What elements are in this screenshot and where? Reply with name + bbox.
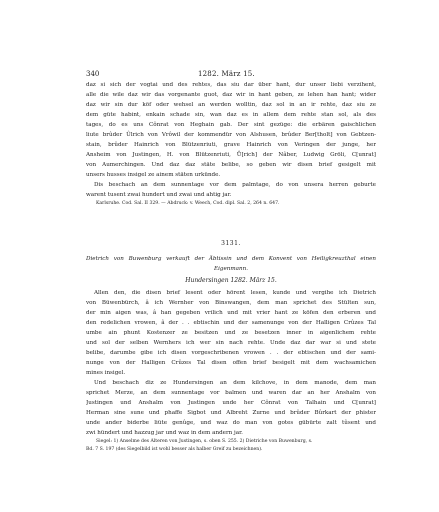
text-line: Herman sine sune und phaffe Sigbot und Albreht Zurne und brûder Bûrkart der phister — [86, 410, 376, 416]
text-line: und sol der selben Wernhers ich wer sin nach rehte. Unde daz dar war si und stete — [86, 340, 376, 346]
text-line: sprichet Merze, an dem sunnentage vor balmen und waren dar an her Anshalm von — [86, 390, 376, 396]
text-line: umbe ain phunt Kostenzer ze besitzen und ze besetzen inner in aigenlichem rehte — [86, 330, 376, 336]
seal-footnote: Bd. 7 S. 197 (des Siegelbild ist wohl besser als halber Greif zu bezeichnen). — [86, 447, 263, 453]
text-line: alle die wile daz wir das vorgenante guot, daz wir in hant geben, ze lehen han hant; wider — [86, 92, 376, 98]
text-line: liute brûder Ûlrich von Vrôwil der kommendür von Alshusen, brûder Ber[tholt] von Gebtzen- — [86, 132, 376, 138]
text-line: unde ander biderbe liüte genûge, und waz do man von gotes gübürte zalt tûsent und — [86, 420, 376, 426]
text-line: Allen den, die disen brief lesent oder hörent lesen, kunde und vergihe ich Dietrich — [94, 290, 376, 296]
text-line: nunge von der Halligen Crûzes Tal disen offen brief besigelt mit dem wachsamichen — [86, 360, 376, 366]
text-line: Justingen und Anshalm von Justingen unde her Cônrat von Talhain und C[unrat] — [86, 400, 376, 406]
header-year-date: 1282. März 15. — [198, 70, 255, 78]
text-line: dem güte habint, enkain schade sin, wan daz es in allem dem rehte stan sol, als des — [86, 112, 376, 118]
text-line: stain, brûder Hainrich von Blützenriuti, grave Hainrich von Veringen der junge, her — [86, 142, 376, 148]
text-line: von Aumerchingen. Und daz daz stäte belibe, so geben wir disen brief gesigelt mit — [86, 162, 376, 168]
text-line: den redelichen vrowen, â der . . ebtischin und der samenunge von der Halligen Crûzes Tal — [86, 320, 376, 326]
source-footnote: Karlsruhe. Cod. Sal. II 329. — Abdruck: v. Weech, Cod. dipl. Sal. 2, 264 n. 647. — [96, 201, 280, 206]
document-number: 3131. — [221, 240, 241, 247]
text-line: von Büwenbürch, â ich Wernher von Binswangen, dem man sprichet des Stülten sun, — [86, 300, 376, 306]
text-line: unsers husses insigel ze ainem stäten urkünde. — [86, 172, 221, 178]
place-date-line: Hundersingen 1282. März 15. — [185, 277, 277, 284]
text-line: Ansheim von Justingen, H. von Blützenriuti, Ů[rich] der Nâber, Ludwig Gröli, C[unrat] — [86, 152, 376, 158]
text-line: der min aigen was, â han gegeben vrilich und mit vrier hant ze köfen den erberen und — [86, 310, 376, 316]
seal-footnote: Siegel: 1) Anselme des Älteren von Justingen, s. oben S. 255. 2) Dietriche von Buwenburg, s. — [96, 439, 313, 444]
text-line: daz wir sin dur köf oder wehsel an werden wolltin, daz sol in an ir rehte, daz siu ze — [86, 102, 376, 108]
title-line: Eigenmann. — [214, 266, 248, 272]
text-line: Dis beschach an dem sunnentage vor dem palmtage, do von unsera herren geburte — [94, 182, 376, 188]
text-line: zwi hündert und hazzug jar und waz in dem andern jar. — [86, 430, 243, 436]
text-line: Und beschach diz ze Hundersingen an dem kilchove, in dem manode, dem man — [94, 380, 376, 386]
document-title — [86, 254, 376, 274]
main-text-block — [86, 288, 376, 455]
text-line: daz si sich der vogtai und des rehtes, das siu dar über hant, dur unser liebi verzihent, — [86, 82, 376, 88]
page-number: 340 — [86, 70, 100, 78]
top-text-block — [86, 80, 376, 208]
text-line: belibe, darumbe gibe ich disen vorgeschribenen vrowen . . der ebtischen und der sami- — [86, 350, 376, 356]
text-line: mines insigel. — [86, 370, 126, 376]
text-line: tages, do es uns Cônrat von Heghain gab. Der sint gezüge: die erbären gaischlichen — [86, 122, 376, 128]
title-line: Dietrich von Buwenburg verkauft der Äbtissin und dem Konvent von Heiligkreuzthal einen — [86, 256, 376, 262]
text-line: warent tusent zwai hundert und zwai und ahtig jar. — [86, 192, 232, 198]
